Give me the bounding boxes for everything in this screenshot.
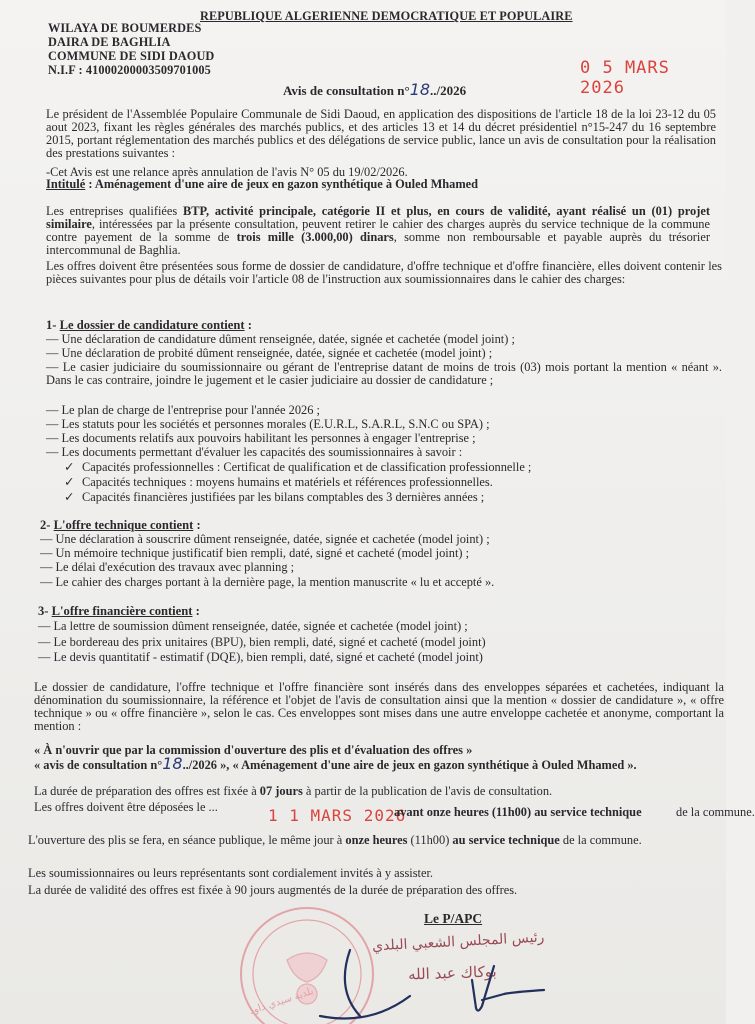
seal-text: بلدية سيدي داود (247, 985, 315, 1018)
republic-title: REPUBLIQUE ALGERIENNE DEMOCRATIQUE ET POPULAIRE (200, 9, 573, 23)
s1-check-text: Capacités techniques : moyens humains et matériels et références professionnelles. (82, 475, 493, 489)
checkmark-icon: ✓ (64, 475, 75, 489)
title-prefix: Avis de consultation n° (283, 83, 410, 98)
nif-line: N.I.F : 41000200003509701005 (48, 63, 211, 77)
deposit-date-stamp: 1 1 MARS 2026 (268, 806, 407, 825)
ouv-e: de la commune. (559, 833, 642, 847)
duree-line (34, 785, 552, 798)
section3-num: 3- (38, 604, 52, 618)
s3-item: — La lettre de soumission dûment renseignée, datée, signée et cachetée (model joint) ; (38, 619, 468, 633)
section1-num: 1- (46, 318, 60, 332)
s1-item: — Les statuts pour les sociétés et personnes morales (E.U.R.L, S.A.R.L, S.N.C ou SPA) ; (46, 417, 490, 431)
section2-title-text: L'offre technique contient (53, 518, 194, 532)
s1-item: — Les documents relatifs aux pouvoirs habilitant les personnes à engager l'entreprise ; (46, 431, 476, 445)
s1-check-text: Capacités professionnelles : Certificat de qualification et de classification professionnelle ; (82, 460, 532, 474)
ouv-a: L'ouverture des plis se fera, en séance publique, le même jour à (28, 833, 346, 847)
depot-b-line (394, 806, 642, 819)
elig-a: Les entreprises qualifiées (46, 204, 184, 218)
validite-line: La durée de validité des offres est fixée à 90 jours augmentés de la durée de préparation des offres. (28, 883, 518, 897)
signature-arabic-title: رئيس المجلس الشعبي البلدي (371, 929, 545, 955)
s3-item: — Le bordereau des prix unitaires (BPU), bien rempli, daté, signé et cacheté (model joint) (38, 635, 486, 649)
s2-item: — Une déclaration à souscrire dûment renseignée, datée, signée et cachetée (model joint) ; (40, 532, 490, 546)
envelopes-paragraph: Le dossier de candidature, l'offre technique et l'offre financière sont insérés dans des enveloppes séparées et cachetées, indiquant la dénomination du soumissionnaire, la référence et l'objet de l'avis de consultation ainsi que la mention « dossier de candidature », « offre technique » ou « offre financière », selon le cas. Ces enveloppes sont mises dans une autre enveloppe cachetée et anonyme, comportant la mention : (34, 680, 724, 733)
invites-line: Les soumissionnaires ou leurs représentants sont cordialement invités à y assister. (28, 866, 434, 880)
checkmark-icon: ✓ (64, 460, 75, 474)
intitule-text: : Aménagement d'une aire de jeux en gazon synthétique à Ouled Mhamed (85, 177, 479, 191)
offers-intro-paragraph: Les offres doivent être présentées sous forme de dossier de candidature, d'offre technique et d'offre financière, elles doivent contenir les pièces suivantes pour plus de détails voir l'article 08 de l'instruction aux soumissionnaires dans le cahier des charges: (46, 259, 722, 286)
signature-arabic-name: بوكاك عبد الله (407, 962, 497, 984)
s3-item: — Le devis quantitatif - estimatif (DQE), bien rempli, daté, signé et cacheté (model joint) (38, 650, 483, 664)
section1-title-text: Le dossier de candidature contient (59, 318, 245, 332)
ouv-d: au service technique (452, 833, 560, 847)
title-number: 18 (409, 80, 431, 99)
daira-line: DAIRA DE BAGHLIA (48, 35, 171, 49)
relance-line: -Cet Avis est une relance après annulation de l'avis N° 05 du 19/02/2026. (46, 165, 408, 179)
duree-c: à partir de la publication de l'avis de consultation. (302, 784, 553, 798)
depot-a: Les offres doivent être déposées le ... (34, 800, 218, 814)
notice-title (283, 80, 466, 99)
elig-b: BTP, activité principale, catégorie II et plus, en cours de validité, ayant réalisé un (01) projet similaire (46, 204, 710, 231)
mention-1: « À n'ouvrir que par la commission d'ouverture des plis et d'évaluation des offres » (34, 743, 473, 757)
s1-item: — Le plan de charge de l'entreprise pour l'année 2026 ; (46, 403, 320, 417)
section2-num: 2- (40, 518, 54, 532)
section3-colon: : (192, 604, 200, 618)
s1-check-text: Capacités financières justifiées par les bilans comptables des 3 dernières années ; (82, 490, 485, 504)
date-stamp: 0 5 MARS 2026 (580, 58, 670, 98)
mention-2 (34, 754, 694, 773)
s1-item: — Une déclaration de candidature dûment renseignée, datée, signée et cachetée (model joint) ; (46, 332, 515, 346)
intitule-line (46, 178, 478, 191)
section3-title-text: L'offre financière contient (51, 604, 193, 618)
depot-line (34, 801, 218, 814)
s2-item: — Le cahier des charges portant à la dernière page, la mention manuscrite « lu et accepté ». (40, 575, 495, 589)
section1-title (46, 318, 252, 333)
ouv-c: (11h00) (407, 833, 453, 847)
depot-b: avant onze heures (11h00) au service technique (394, 805, 642, 819)
s1-item: — Les documents permettant d'évaluer les capacités des soumissionnaires à savoir : (46, 445, 463, 459)
ouv-b: onze heures (345, 833, 408, 847)
elig-c: , intéressées par la présente consultation, peuvent retirer le cahier des charges auprès du service technique de la commune contre payement de la somme de (46, 217, 710, 244)
depot-c-line (676, 806, 755, 819)
wilaya-line: WILAYA DE BOUMERDES (48, 21, 202, 35)
s1-check-item (64, 491, 484, 504)
mention2-b: ../2026 », « Aménagement d'une aire de jeux en gazon synthétique à Ouled Mhamed ». (182, 758, 637, 772)
section3-title (38, 604, 200, 619)
section1-colon: : (244, 318, 252, 332)
signature-title: Le P/APC (424, 911, 483, 926)
mention2-number: 18 (162, 754, 183, 773)
s1-check-item (64, 476, 493, 489)
s1-check-item (64, 461, 531, 474)
section2-colon: : (193, 518, 201, 532)
eligibility-paragraph (46, 205, 710, 257)
s1-item: — Le casier judiciaire du soumissionnaire ou gérant de l'entreprise datant de moins de trois (03) mois portant la mention « néant ». Dans le cas contraire, joindre le jugement et le casier judiciaire au dossier de candidature ; (46, 360, 722, 387)
checkmark-icon: ✓ (64, 490, 75, 504)
commune-line: COMMUNE DE SIDI DAOUD (48, 49, 215, 63)
handwritten-signature (290, 900, 570, 1024)
section2-title (40, 518, 201, 533)
intro-paragraph: Le président de l'Assemblée Populaire Communale de Sidi Daoud, en application des dispositions de l'article 18 de la loi 23-12 du 05 aout 2023, fixant les règles générales des marchés publics, et des articles 13 et 14 du décret présidentiel n°15-247 du 16 septembre 2015, portant réglementation des marchés publics et des délégations de service public, lance un avis de consultation pour la réalisation des prestations suivantes : (46, 107, 716, 160)
mention2-a: « avis de consultation n° (34, 758, 163, 772)
duree-a: La durée de préparation des offres est fixée à (34, 784, 260, 798)
elig-d: trois mille (3.000,00) dinars (236, 230, 394, 244)
s2-item: — Le délai d'exécution des travaux avec planning ; (40, 560, 295, 574)
duree-b: 07 jours (259, 784, 303, 798)
s2-item: — Un mémoire technique justificatif bien rempli, daté, signé et cacheté (model joint) ; (40, 546, 470, 560)
intitule-label: Intitulé (46, 177, 86, 191)
elig-e: , somme non remboursable et payable auprès du trésorier intercommunal de Baghlia. (46, 230, 710, 257)
depot-c: de la commune. (676, 805, 755, 819)
s1-item: — Une déclaration de probité dûment renseignée, datée, signée et cachetée (model joint) ; (46, 346, 493, 360)
title-suffix: ../2026 (430, 83, 467, 98)
ouverture-line (28, 834, 724, 847)
